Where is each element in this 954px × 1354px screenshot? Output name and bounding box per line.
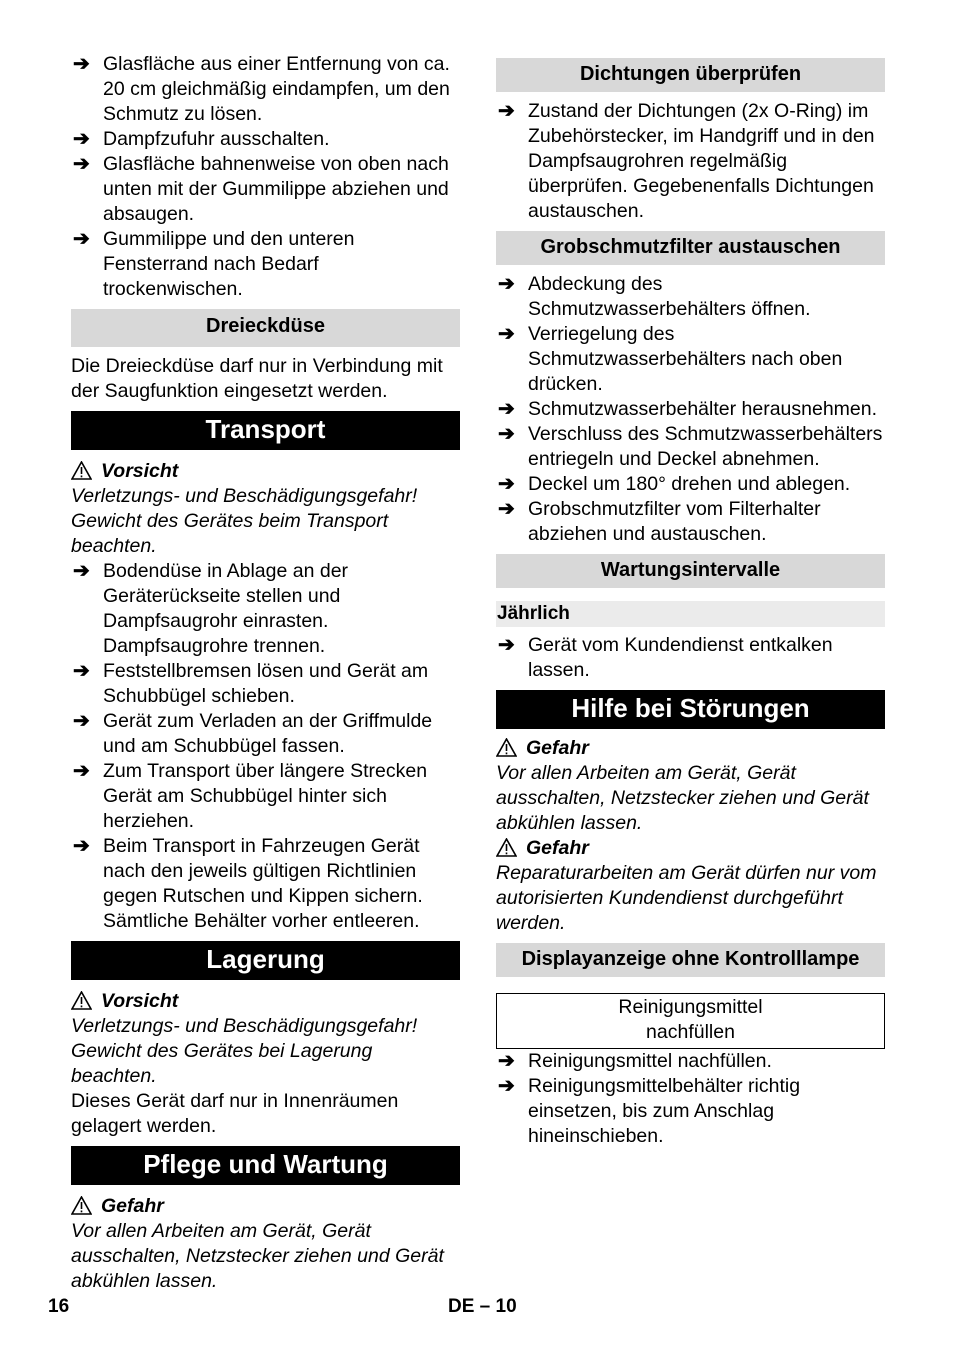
wartungsintervalle-heading: Wartungsintervalle bbox=[496, 554, 885, 588]
left-column bbox=[71, 52, 460, 1294]
list-item: ➔ Reinigungsmittelbehälter richtig einsetzen, bis zum Anschlag hineinschieben. bbox=[498, 1075, 801, 1147]
transport-warning-text: Verletzungs- und Beschädigungsgefahr! Gewicht des Gerätes beim Transport beachten. bbox=[71, 485, 418, 557]
hilfe-warning-1: Gefahr bbox=[496, 736, 885, 761]
list-item: ➔ Reinigungsmittel nachfüllen. bbox=[498, 1050, 772, 1072]
warning-triangle-icon bbox=[496, 836, 526, 861]
list-item: ➔ Deckel um 180° drehen und ablegen. bbox=[498, 473, 851, 495]
display-message-box bbox=[496, 993, 885, 1049]
arrow-right-icon: ➔ bbox=[73, 760, 90, 782]
arrow-right-icon: ➔ bbox=[498, 498, 515, 520]
arrow-right-icon: ➔ bbox=[498, 1050, 515, 1072]
warning-triangle-icon bbox=[71, 459, 101, 484]
language-page-label: DE – 10 bbox=[448, 1296, 517, 1317]
lagerung-warning: Vorsicht bbox=[71, 989, 460, 1014]
hilfe-heading: Hilfe bei Störungen bbox=[496, 690, 885, 729]
list-item: ➔ Gerät vom Kundendienst entkalken lassen. bbox=[498, 634, 833, 681]
warning-triangle-icon bbox=[496, 736, 526, 761]
list-item: ➔ Grobschmutzfilter vom Filterhalter abziehen und austauschen. bbox=[498, 498, 821, 545]
arrow-right-icon: ➔ bbox=[498, 100, 515, 122]
warning-triangle-icon bbox=[71, 989, 101, 1014]
hilfe-warning-2-text: Reparaturarbeiten am Gerät dürfen nur vom autorisierten Kundendienst durchgeführt werden. bbox=[496, 862, 877, 934]
list-item: ➔ Verriegelung des Schmutzwasserbehälters nach oben drücken. bbox=[498, 323, 843, 395]
hilfe-warning-2: Gefahr bbox=[496, 836, 885, 861]
arrow-right-icon: ➔ bbox=[73, 153, 90, 175]
warning-triangle-icon bbox=[71, 1194, 101, 1219]
dreieck-heading: Dreieckdüse bbox=[71, 309, 460, 347]
transport-heading: Transport bbox=[71, 411, 460, 450]
list-item: ➔ Glasfläche bahnenweise von oben nach unten mit der Gummilippe abziehen und absaugen. bbox=[73, 153, 449, 225]
arrow-right-icon: ➔ bbox=[73, 560, 90, 582]
right-column bbox=[496, 58, 885, 1149]
arrow-right-icon: ➔ bbox=[73, 128, 90, 150]
arrow-right-icon: ➔ bbox=[498, 398, 515, 420]
list-item: ➔ Beim Transport in Fahrzeugen Gerät nach den jeweils gültigen Richtlinien gegen Rutschen und Kippen sichern. Sämtliche Behälter vorher entleeren. bbox=[73, 835, 423, 932]
lagerung-text: Dieses Gerät darf nur in Innenräumen gelagert werden. bbox=[71, 1090, 399, 1137]
display-message-line: Reinigungsmittel bbox=[618, 996, 763, 1018]
display-message-line: nachfüllen bbox=[646, 1021, 735, 1043]
list-item: ➔ Abdeckung des Schmutzwasserbehälters öffnen. bbox=[498, 273, 811, 320]
arrow-right-icon: ➔ bbox=[498, 634, 515, 656]
list-item: ➔ Glasfläche aus einer Entfernung von ca. 20 cm gleichmäßig eindampfen, um den Schmutz zu lösen. bbox=[73, 53, 450, 125]
arrow-right-icon: ➔ bbox=[498, 1075, 515, 1097]
transport-list bbox=[71, 559, 460, 934]
hilfe-warning-1-text: Vor allen Arbeiten am Gerät, Gerät ausschalten, Netzstecker ziehen und Gerät abkühlen lassen. bbox=[496, 762, 869, 834]
grobschmutz-list bbox=[496, 272, 885, 547]
arrow-right-icon: ➔ bbox=[73, 835, 90, 857]
transport-warning: Vorsicht bbox=[71, 459, 460, 484]
lagerung-heading: Lagerung bbox=[71, 941, 460, 980]
list-item: ➔ Dampfzufuhr ausschalten. bbox=[73, 128, 330, 150]
arrow-right-icon: ➔ bbox=[73, 228, 90, 250]
grobschmutz-heading: Grobschmutzfilter austauschen bbox=[496, 231, 885, 265]
jaehrlich-list bbox=[496, 633, 885, 683]
dichtungen-heading: Dichtungen überprüfen bbox=[496, 58, 885, 92]
list-item: ➔ Gerät zum Verladen an der Griffmulde und am Schubbügel fassen. bbox=[73, 710, 433, 757]
pflege-warning: Gefahr bbox=[71, 1194, 460, 1219]
arrow-right-icon: ➔ bbox=[73, 660, 90, 682]
arrow-right-icon: ➔ bbox=[498, 273, 515, 295]
list-item: ➔ Verschluss des Schmutzwasserbehälters entriegeln und Deckel abnehmen. bbox=[498, 423, 883, 470]
arrow-right-icon: ➔ bbox=[498, 473, 515, 495]
jaehrlich-heading: Jährlich bbox=[496, 601, 885, 627]
list-item: ➔ Zum Transport über längere Strecken Gerät am Schubbügel hinter sich herziehen. bbox=[73, 760, 428, 832]
list-item: ➔ Gummilippe und den unteren Fensterrand nach Bedarf trockenwischen. bbox=[73, 228, 355, 300]
lagerung-warning-text: Verletzungs- und Beschädigungsgefahr! Gewicht des Gerätes bei Lagerung beachten. bbox=[71, 1015, 418, 1087]
list-item: ➔ Zustand der Dichtungen (2x O-Ring) im Zubehörstecker, im Handgriff und in den Dampfsaugrohren regelmäßig überprüfen. Gegebenenfalls Dichtungen austauschen. bbox=[498, 100, 875, 222]
arrow-right-icon: ➔ bbox=[73, 53, 90, 75]
dichtungen-list bbox=[496, 99, 885, 224]
displayanzeige-heading: Displayanzeige ohne Kontrolllampe bbox=[496, 943, 885, 977]
dreieck-text: Die Dreieckdüse darf nur in Verbindung mit der Saugfunktion eingesetzt werden. bbox=[71, 355, 443, 402]
display-list bbox=[496, 1049, 885, 1149]
pflege-heading: Pflege und Wartung bbox=[71, 1146, 460, 1185]
list-item: ➔ Feststellbremsen lösen und Gerät am Schubbügel schieben. bbox=[73, 660, 429, 707]
arrow-right-icon: ➔ bbox=[498, 323, 515, 345]
intro-list bbox=[71, 52, 460, 302]
arrow-right-icon: ➔ bbox=[73, 710, 90, 732]
list-item: ➔ Bodendüse in Ablage an der Geräterückseite stellen und Dampfsaugrohr einrasten. Dampfsaugrohre trennen. bbox=[73, 560, 349, 657]
list-item: ➔ Schmutzwasserbehälter herausnehmen. bbox=[498, 398, 878, 420]
page-number: 16 bbox=[48, 1296, 70, 1317]
arrow-right-icon: ➔ bbox=[498, 423, 515, 445]
pflege-warning-text: Vor allen Arbeiten am Gerät, Gerät ausschalten, Netzstecker ziehen und Gerät abkühlen lassen. bbox=[71, 1220, 444, 1292]
